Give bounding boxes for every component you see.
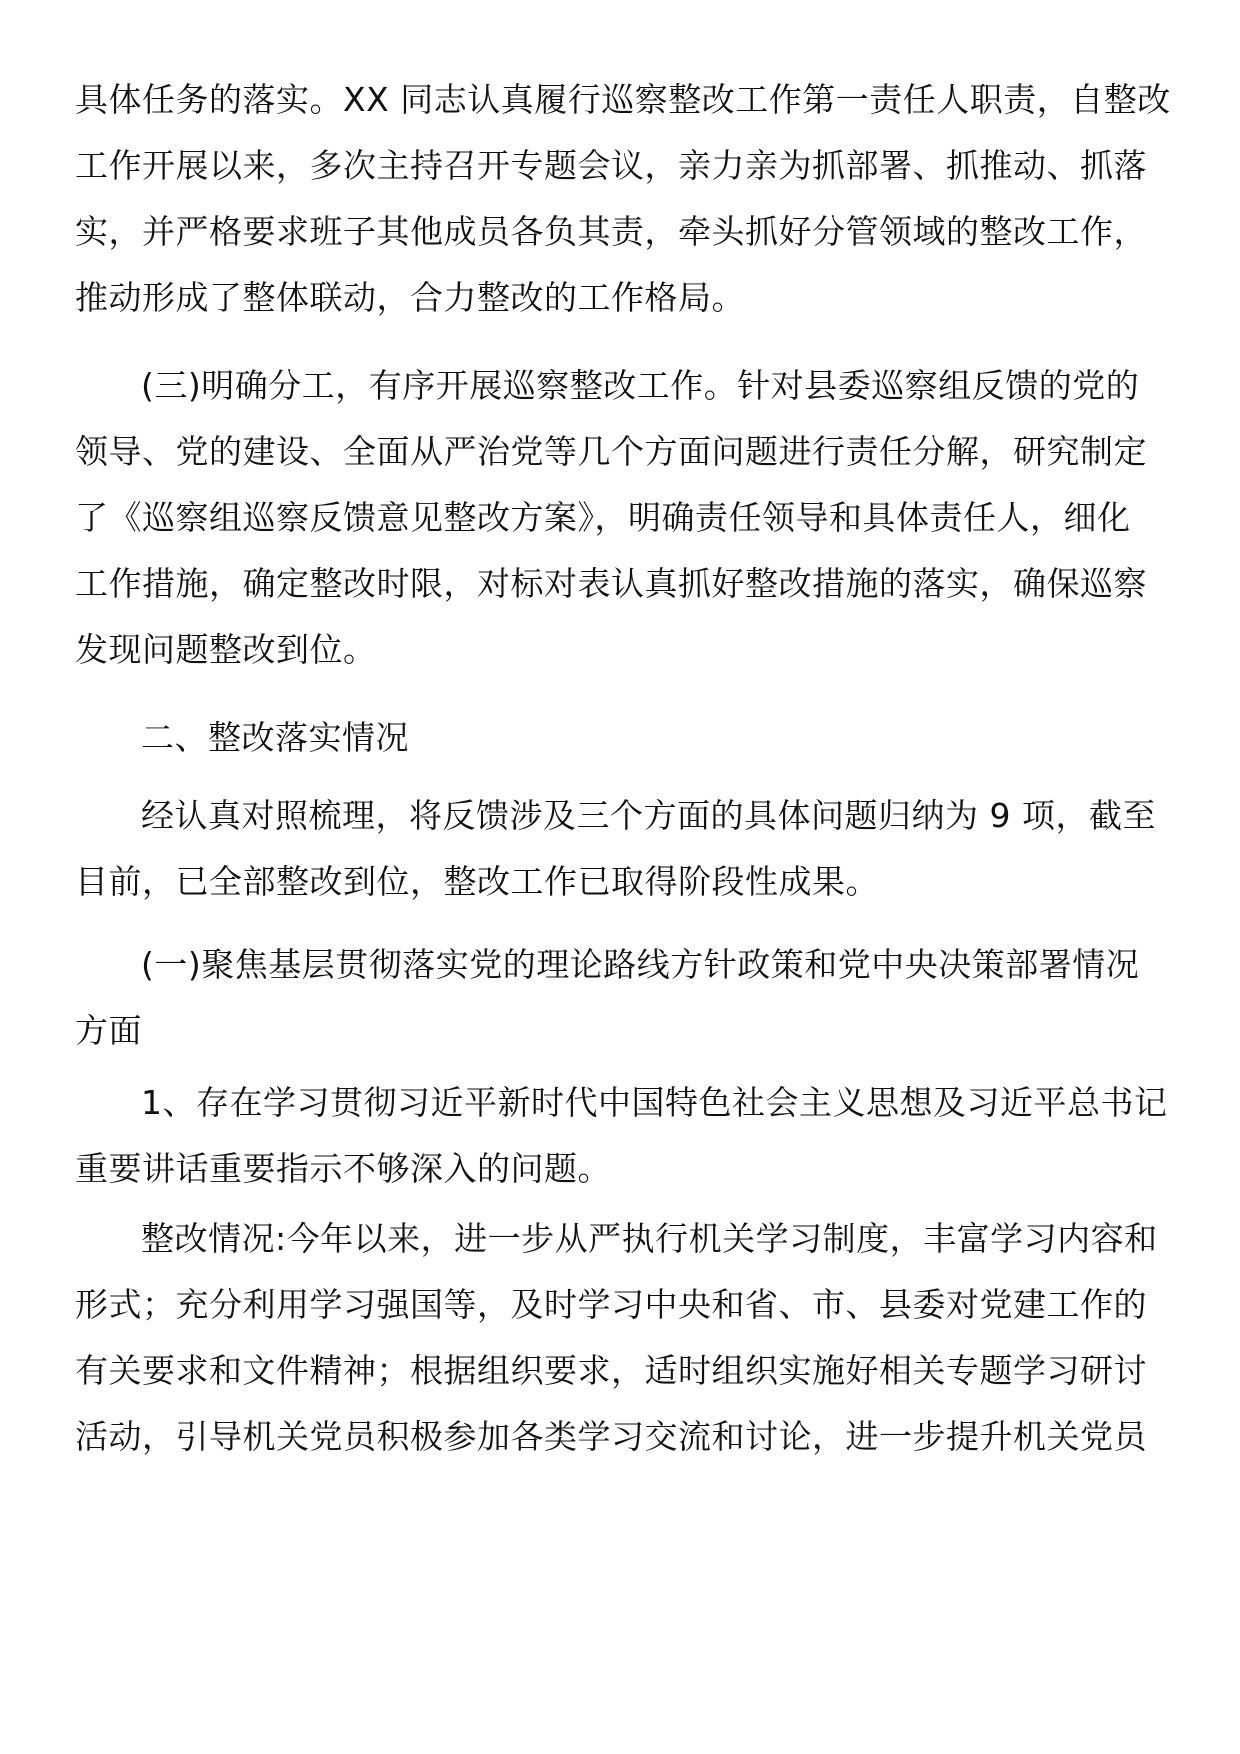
paragraph-subsection-one — [75, 932, 1175, 1064]
text-line: 推动形成了整体联动，合力整改的工作格局。 — [75, 278, 745, 317]
text-line: 活动，引导机关党员积极参加各类学习交流和讨论，进一步提升机关党员 — [75, 1417, 1147, 1456]
text-line: 目前，已全部整改到位，整改工作已取得阶段性成果。 — [75, 862, 879, 901]
text-line: 实，并严格要求班子其他成员各负其责，牵头抓好分管领域的整改工作， — [75, 212, 1147, 251]
text-line: 整改情况:今年以来，进一步从严执行机关学习制度，丰富学习内容和 — [141, 1219, 1158, 1258]
text-line: 1、存在学习贯彻习近平新时代中国特色社会主义思想及习近平总书记 — [141, 1083, 1168, 1122]
text-line: 了《巡察组巡察反馈意见整改方案》，明确责任领导和具体责任人，细化 — [75, 498, 1131, 537]
section-heading — [75, 705, 1175, 771]
paragraph-summary — [75, 783, 1175, 915]
heading-line: 二、整改落实情况 — [141, 718, 409, 757]
text-line: 重要讲话重要指示不够深入的问题。 — [75, 1149, 611, 1188]
text-line: 具体任务的落实。XX 同志认真履行巡察整改工作第一责任人职责，自整改 — [75, 80, 1171, 119]
paragraph-issue-one — [75, 1070, 1175, 1202]
text-line: 经认真对照梳理，将反馈涉及三个方面的具体问题归纳为 9 项，截至 — [141, 796, 1156, 835]
text-line: 发现问题整改到位。 — [75, 630, 377, 669]
paragraph-continuation — [75, 67, 1175, 331]
text-line: 形式；充分利用学习强国等，及时学习中央和省、市、县委对党建工作的 — [75, 1285, 1147, 1324]
text-line: (一)聚焦基层贯彻落实党的理论路线方针政策和党中央决策部署情况 — [141, 945, 1140, 984]
paragraph-rectification-status — [75, 1206, 1175, 1470]
text-line: 有关要求和文件精神；根据组织要求，适时组织实施好相关专题学习研讨 — [75, 1351, 1147, 1390]
text-line: 工作措施，确定整改时限，对标对表认真抓好整改措施的落实，确保巡察 — [75, 564, 1147, 603]
text-line: 方面 — [75, 1011, 142, 1050]
text-line: 领导、党的建设、全面从严治党等几个方面问题进行责任分解，研究制定 — [75, 432, 1147, 471]
paragraph-section-three — [75, 353, 1175, 683]
text-line: 工作开展以来，多次主持召开专题会议，亲力亲为抓部署、抓推动、抓落 — [75, 146, 1147, 185]
text-line: (三)明确分工，有序开展巡察整改工作。针对县委巡察组反馈的党的 — [141, 366, 1140, 405]
